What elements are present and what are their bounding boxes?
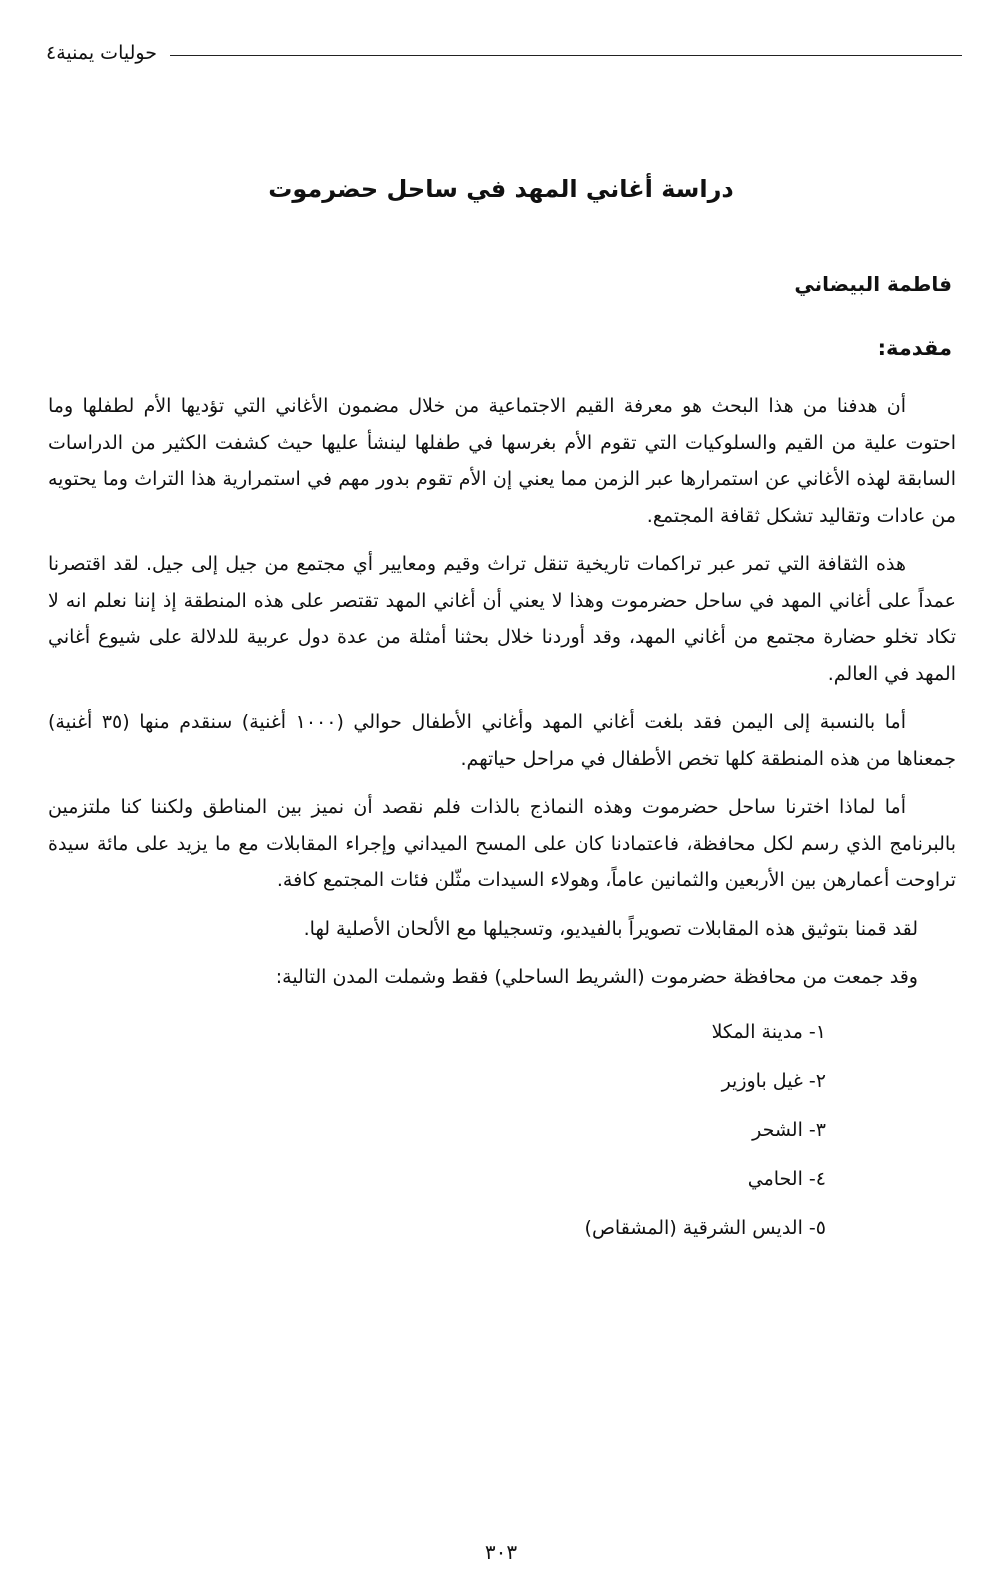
- page-number: ٣٠٣: [484, 1540, 518, 1564]
- list-item: [48, 1106, 826, 1155]
- city-list: [48, 1008, 826, 1253]
- city-name: الديس الشرقية (المشقاص): [584, 1216, 803, 1239]
- list-number: ٥-: [808, 1216, 826, 1239]
- list-item: [48, 1204, 826, 1253]
- paragraph-1: أن هدفنا من هذا البحث هو معرفة القيم الاجتماعية من خلال مضمون الأغاني التي تؤديها الأم لطفلها وما احتوت علية من القيم والسلوكيات التي تقوم الأم بغرسها في طفلها لينشأ عليها حيث كشفت الكثير من الدراسات السابقة لهذه الأغاني عن استمرارها عبر الزمن مما يعني إن الأم تقوم بدور مهم في استمرارية هذا التراث وما يحتويه من عادات وتقاليد تشكل ثقافة المجتمع.: [48, 395, 956, 527]
- list-number: ٣-: [808, 1118, 826, 1141]
- paragraph-5: لقد قمنا بتوثيق هذه المقابلات تصويراً بالفيديو، وتسجيلها مع الألحان الأصلية لها.: [303, 917, 918, 940]
- paragraph-3: أما بالنسبة إلى اليمن فقد بلغت أغاني المهد وأغاني الأطفال حوالي (١٠٠٠ أغنية) سنقدم منها (٣٥ أغنية) جمعناها من هذه المنطقة كلها تخص الأطفال في مراحل حياتهم.: [48, 711, 956, 770]
- list-number: ١-: [808, 1020, 826, 1043]
- article-body: [48, 388, 956, 1253]
- article-title: دراسة أغاني المهد في ساحل حضرموت: [268, 175, 734, 203]
- paragraph-6: وقد جمعت من محافظة حضرموت (الشريط الساحلي) فقط وشملت المدن التالية:: [275, 966, 918, 988]
- list-item: [48, 1057, 826, 1106]
- journal-name: حولیات یمنیة٤: [40, 42, 157, 64]
- paragraph-4: أما لماذا اخترنا ساحل حضرموت وهذه النماذج بالذات فلم نقصد أن نميز بين المناطق ولكننا كنا ملتزمين بالبرنامج الذي رسم لكل محافظة، فاعتمادنا كان على المسح الميداني وإجراء المقابلات مع ما يزيد على مائة سيدة تراوحت أعمارهن بين الأربعين والثمانين عاماً، وهولاء السيدات مثّلن فئات المجتمع كافة.: [48, 796, 956, 891]
- paragraph-2: هذه الثقافة التي تمر عبر تراكمات تاريخية تنقل تراث وقيم ومعايير أي مجتمع من جيل إلى جيل. لقد اقتصرنا عمداً على أغاني المهد في ساحل حضرموت وهذا لا يعني أن أغاني المهد تقتصر على هذه المنطقة إذ إننا نعلم انه لا تكاد تخلو حضارة مجتمع من أغاني المهد، وقد أوردنا خلال بحثنا أمثلة من عدة دول عربية للدلالة على شيوع أغاني المهد في العالم.: [48, 553, 956, 685]
- city-name: مدينة المكلا: [711, 1020, 803, 1043]
- list-item: [48, 1155, 826, 1204]
- author-name: فاطمة البيضاني: [794, 272, 952, 296]
- header-rule: [170, 55, 962, 56]
- running-header: [40, 40, 962, 70]
- list-item: [48, 1008, 826, 1057]
- section-heading: مقدمة:: [877, 336, 952, 360]
- city-name: الشحر: [752, 1118, 803, 1141]
- city-name: غيل باوزير: [721, 1069, 803, 1092]
- list-number: ٤-: [808, 1167, 826, 1190]
- list-number: ٢-: [808, 1069, 826, 1092]
- city-name: الحامي: [747, 1167, 803, 1190]
